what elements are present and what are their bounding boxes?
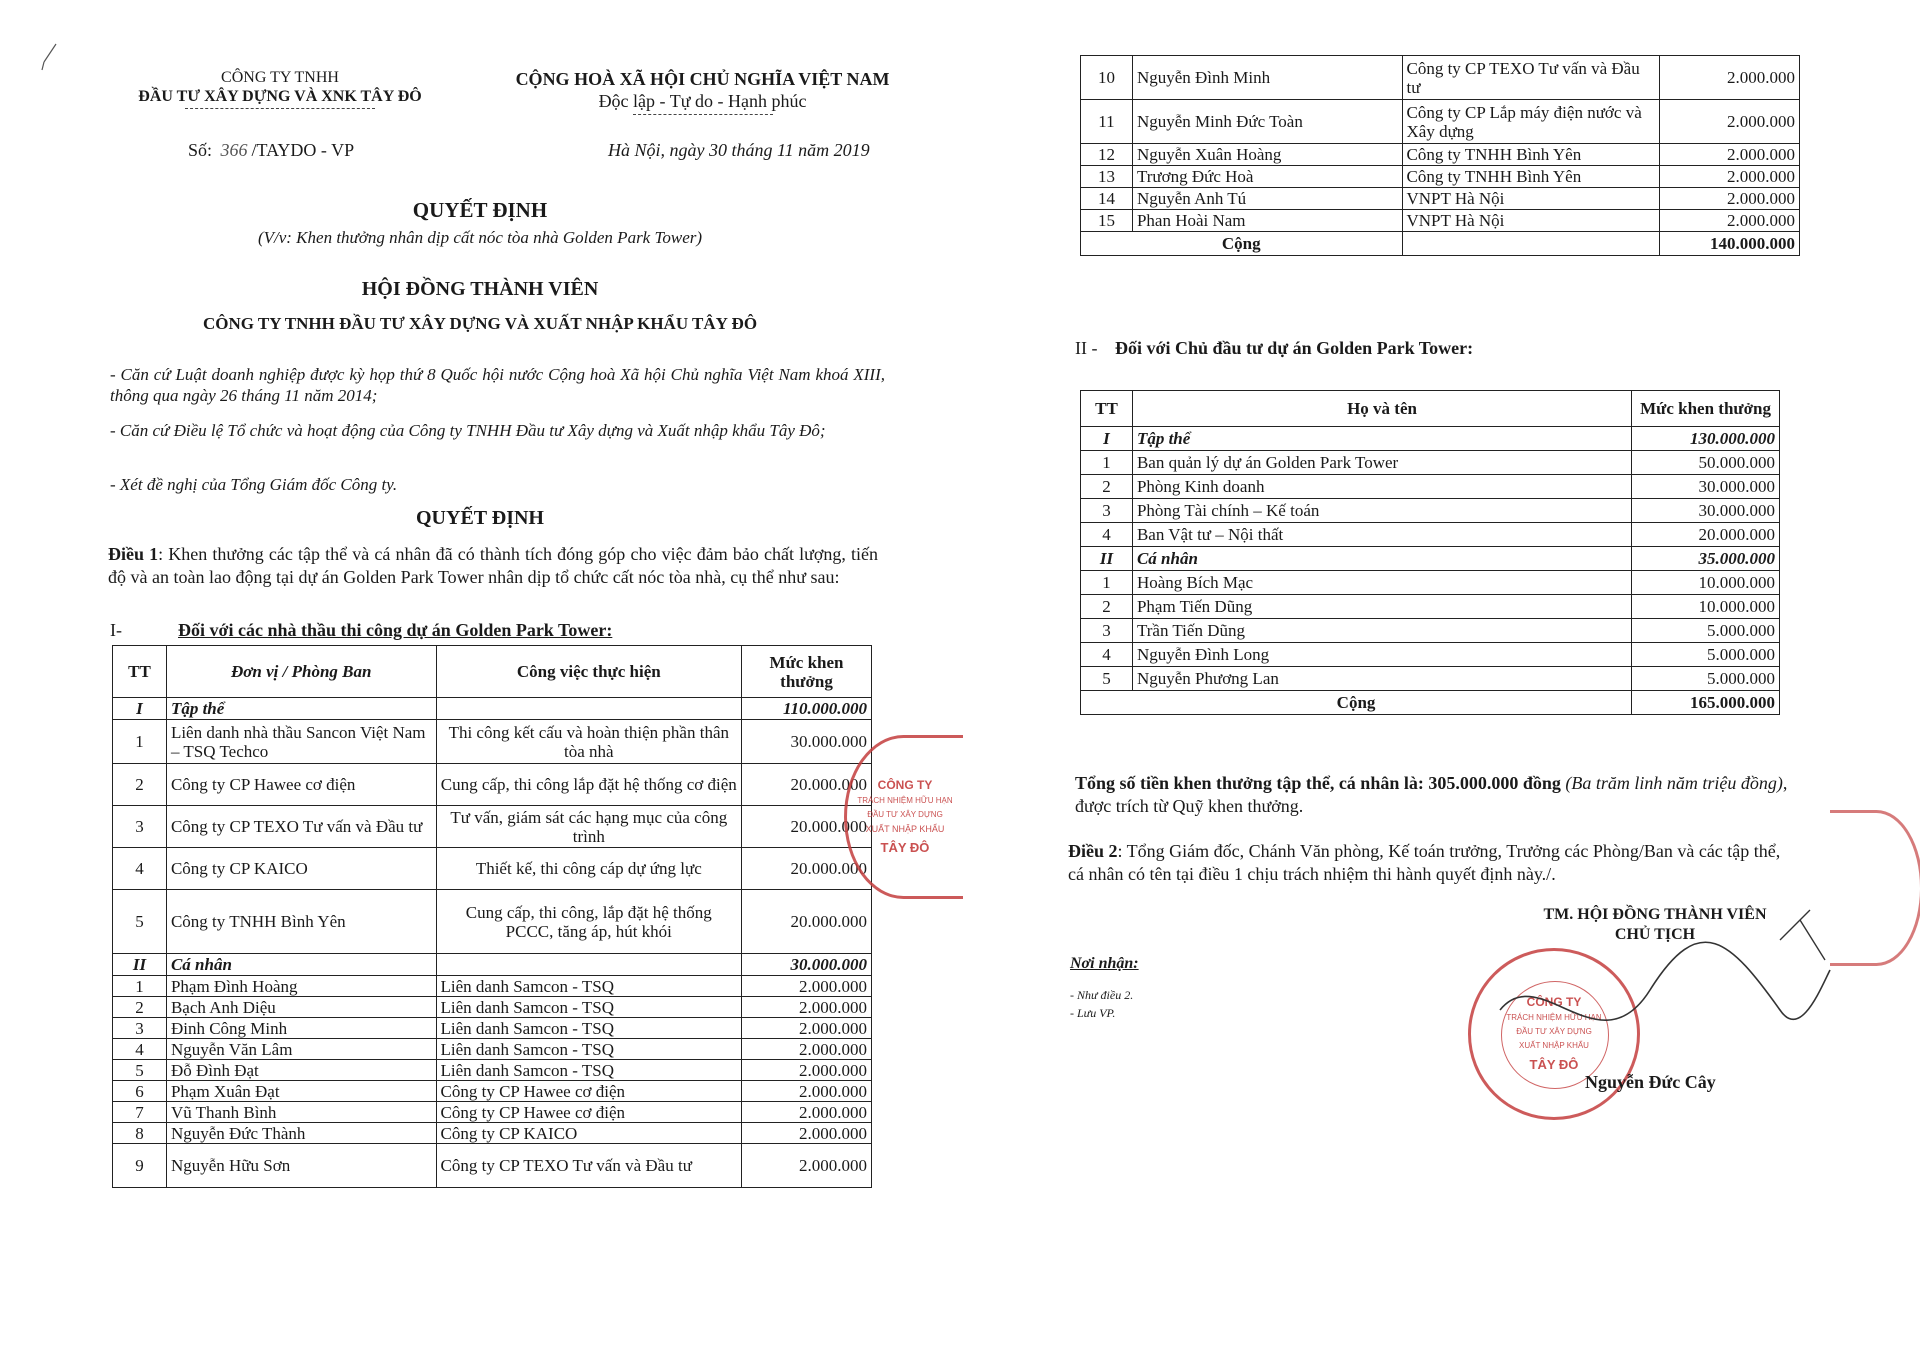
company-full-name: CÔNG TY TNHH ĐẦU TƯ XÂY DỰNG VÀ XUẤT NHẬP KHẨU TÂY ĐÔ <box>202 314 758 333</box>
issuer-header <box>120 68 440 109</box>
row-tt: 4 <box>1081 523 1133 547</box>
row-name: Nguyễn Xuân Hoàng <box>1132 144 1402 166</box>
header-name: Họ và tên <box>1132 391 1631 427</box>
row-amount: 2.000.000 <box>742 997 872 1018</box>
nation-header <box>505 68 900 115</box>
group-amount: 110.000.000 <box>742 698 872 720</box>
table-header-row <box>113 646 872 698</box>
recipients-title: Nơi nhận: <box>1070 955 1139 972</box>
table-row <box>113 1018 872 1039</box>
row-name: Nguyễn Văn Lâm <box>166 1039 436 1060</box>
row-name: Nguyễn Đức Thành <box>166 1123 436 1144</box>
summary-in-words: (Ba trăm linh năm triệu đồng) <box>1560 773 1783 793</box>
table-row <box>1081 100 1800 144</box>
table-row <box>1081 523 1780 547</box>
row-amount: 2.000.000 <box>742 1018 872 1039</box>
group-amount: 35.000.000 <box>1632 547 1780 571</box>
row-name: Hoàng Bích Mạc <box>1132 571 1631 595</box>
row-name: Đỗ Đình Đạt <box>166 1060 436 1081</box>
row-unit: Công ty CP Hawee cơ điện <box>166 764 436 806</box>
row-amount: 2.000.000 <box>1660 100 1800 144</box>
group-number: II <box>1081 547 1133 571</box>
row-name: Ban Vật tư – Nội thất <box>1132 523 1631 547</box>
row-tt: 8 <box>113 1123 167 1144</box>
group-work <box>436 698 742 720</box>
edge-stamp-partial <box>1830 810 1920 966</box>
row-name: Phạm Xuân Đạt <box>166 1081 436 1102</box>
header-unit: Đơn vị / Phòng Ban <box>166 646 436 698</box>
row-tt: 5 <box>1081 667 1133 691</box>
row-tt: 1 <box>1081 571 1133 595</box>
contractor-reward-table <box>112 645 872 1188</box>
header-tt: TT <box>113 646 167 698</box>
table-row <box>113 1081 872 1102</box>
row-tt: 14 <box>1081 188 1133 210</box>
row-tt: 3 <box>113 1018 167 1039</box>
row-amount: 5.000.000 <box>1632 667 1780 691</box>
total-row <box>1081 691 1780 715</box>
basis-item: - Xét đề nghị của Tổng Giám đốc Công ty. <box>110 475 398 494</box>
motto: Độc lập - Tự do - Hạnh phúc <box>598 91 807 111</box>
row-work: Công ty TNHH Bình Yên <box>1402 144 1660 166</box>
stamp-line: TÂY ĐÔ <box>880 840 930 855</box>
group-number: I <box>113 698 167 720</box>
row-tt: 6 <box>113 1081 167 1102</box>
table-row <box>1081 619 1780 643</box>
row-unit: Liên danh nhà thầu Sancon Việt Nam – TSQ Techco <box>166 720 436 764</box>
row-tt: 4 <box>113 848 167 890</box>
right-page <box>960 0 1920 1356</box>
table-row <box>113 848 872 890</box>
group-label: Cá nhân <box>166 954 436 976</box>
total-blank <box>1402 232 1660 256</box>
article-1 <box>108 543 878 589</box>
investor-reward-table <box>1080 390 1780 715</box>
row-amount: 2.000.000 <box>1660 56 1800 100</box>
row-tt: 1 <box>113 976 167 997</box>
row-amount: 30.000.000 <box>742 720 872 764</box>
row-tt: 3 <box>113 806 167 848</box>
row-amount: 2.000.000 <box>1660 188 1800 210</box>
signer-name: Nguyễn Đức Cây <box>1585 1072 1716 1092</box>
row-tt: 10 <box>1081 56 1133 100</box>
row-amount: 30.000.000 <box>1632 499 1780 523</box>
row-name: Ban quản lý dự án Golden Park Tower <box>1132 451 1631 475</box>
divider <box>633 114 773 115</box>
row-unit: Công ty TNHH Bình Yên <box>166 890 436 954</box>
divider <box>185 108 375 109</box>
document-subject: (V/v: Khen thưởng nhân dịp cất nóc tòa nhà Golden Park Tower) <box>257 228 703 247</box>
row-work: Cung cấp, thi công lắp đặt hệ thống cơ điện <box>436 764 742 806</box>
stamp-line: TRÁCH NHIỆM HỮU HẠN <box>1506 1013 1602 1022</box>
table-row <box>113 1123 872 1144</box>
row-unit: Công ty CP KAICO <box>166 848 436 890</box>
table-row <box>113 997 872 1018</box>
row-work: Liên danh Samcon - TSQ <box>436 976 742 997</box>
total-amount: 165.000.000 <box>1632 691 1780 715</box>
stamp-line: CÔNG TY <box>1526 995 1582 1009</box>
row-work: Công ty CP Hawee cơ điện <box>436 1081 742 1102</box>
signature-scribble-icon <box>1480 900 1840 1080</box>
group-row <box>1081 427 1780 451</box>
row-amount: 20.000.000 <box>742 806 872 848</box>
row-amount: 10.000.000 <box>1632 595 1780 619</box>
pen-mark-icon <box>38 42 60 72</box>
summary-total: Tổng số tiền khen thưởng tập thể, cá nhân là: 305.000.000 đồng <box>1075 773 1561 793</box>
row-work: Công ty CP Hawee cơ điện <box>436 1102 742 1123</box>
row-work: Công ty CP TEXO Tư vấn và Đầu tư <box>1402 56 1660 100</box>
table-row <box>113 1039 872 1060</box>
row-name: Nguyễn Phương Lan <box>1132 667 1631 691</box>
table-row <box>113 1060 872 1081</box>
nation-name: CỘNG HOÀ XÃ HỘI CHỦ NGHĨA VIỆT NAM <box>515 69 890 89</box>
group-row <box>113 698 872 720</box>
row-name: Nguyễn Minh Đức Toàn <box>1132 100 1402 144</box>
header-tt: TT <box>1081 391 1133 427</box>
group-label: Tập thể <box>166 698 436 720</box>
row-unit: Công ty CP TEXO Tư vấn và Đầu tư <box>166 806 436 848</box>
total-row <box>1081 232 1800 256</box>
article-1-label: Điều 1 <box>108 544 159 564</box>
article-1-text: : Khen thưởng các tập thể và cá nhân đã có thành tích đóng góp cho việc đảm bảo chất lượng, tiến độ và an toàn lao động tại dự án Golden Park Tower nhân dịp tổ chức cất nóc tòa nhà, cụ thể như sau: <box>108 544 879 587</box>
row-amount: 2.000.000 <box>742 1060 872 1081</box>
document-title: QUYẾT ĐỊNH <box>412 198 548 222</box>
number-label: Số: <box>188 140 213 160</box>
article-2-label: Điều 2 <box>1068 841 1118 861</box>
row-work: Công ty TNHH Bình Yên <box>1402 166 1660 188</box>
signature-role: CHỦ TỊCH <box>1614 926 1696 943</box>
table-row <box>1081 643 1780 667</box>
table-row <box>113 890 872 954</box>
row-amount: 2.000.000 <box>742 976 872 997</box>
basis-item: - Căn cứ Điều lệ Tổ chức và hoạt động của Công ty TNHH Đầu tư Xây dựng và Xuất nhập khẩu Tây Đô; <box>110 421 826 440</box>
table-row <box>113 720 872 764</box>
row-name: Phan Hoài Nam <box>1132 210 1402 232</box>
recipient-item: - Lưu VP. <box>1070 1006 1116 1020</box>
row-tt: 4 <box>113 1039 167 1060</box>
row-amount: 2.000.000 <box>742 1144 872 1188</box>
article-2 <box>1068 840 1796 886</box>
council-title: HỘI ĐỒNG THÀNH VIÊN <box>361 278 599 300</box>
table-row <box>1081 571 1780 595</box>
row-tt: 7 <box>113 1102 167 1123</box>
group-number: II <box>113 954 167 976</box>
row-name: Trần Tiến Dũng <box>1132 619 1631 643</box>
row-tt: 11 <box>1081 100 1133 144</box>
row-tt: 5 <box>113 1060 167 1081</box>
row-work: Công ty CP KAICO <box>436 1123 742 1144</box>
stamp-line: TRÁCH NHIỆM HỮU HẠN <box>857 796 953 805</box>
row-amount: 2.000.000 <box>1660 144 1800 166</box>
stamp-line: CÔNG TY <box>877 778 933 792</box>
row-work: Liên danh Samcon - TSQ <box>436 997 742 1018</box>
row-tt: 9 <box>113 1144 167 1188</box>
row-amount: 20.000.000 <box>1632 523 1780 547</box>
group-row <box>113 954 872 976</box>
group-amount: 130.000.000 <box>1632 427 1780 451</box>
total-label: Cộng <box>1081 232 1403 256</box>
row-tt: 12 <box>1081 144 1133 166</box>
row-amount: 30.000.000 <box>1632 475 1780 499</box>
row-work: Tư vấn, giám sát các hạng mục của công trình <box>436 806 742 848</box>
row-name: Đinh Công Minh <box>166 1018 436 1039</box>
row-tt: 2 <box>113 764 167 806</box>
stamp-line: ĐẦU TƯ XÂY DỰNG <box>1516 1027 1592 1036</box>
decision-heading: QUYẾT ĐỊNH <box>416 507 544 529</box>
row-name: Vũ Thanh Bình <box>166 1102 436 1123</box>
document-number <box>188 140 354 161</box>
stamp-line: TÂY ĐÔ <box>1529 1057 1579 1072</box>
group-number: I <box>1081 427 1133 451</box>
row-amount: 5.000.000 <box>1632 643 1780 667</box>
stamp-line: ĐẦU TƯ XÂY DỰNG <box>867 810 943 819</box>
row-work: VNPT Hà Nội <box>1402 210 1660 232</box>
row-amount: 20.000.000 <box>742 848 872 890</box>
section-1-number: I- <box>110 620 122 640</box>
group-row <box>1081 547 1780 571</box>
row-amount: 50.000.000 <box>1632 451 1780 475</box>
row-name: Trương Đức Hoà <box>1132 166 1402 188</box>
header-amount: Mức khen thưởng <box>742 646 872 698</box>
row-amount: 20.000.000 <box>742 890 872 954</box>
row-name: Phạm Tiến Dũng <box>1132 595 1631 619</box>
row-amount: 2.000.000 <box>742 1102 872 1123</box>
row-name: Phạm Đình Hoàng <box>166 976 436 997</box>
table-row <box>1081 595 1780 619</box>
row-name: Nguyễn Anh Tú <box>1132 188 1402 210</box>
issue-date: Hà Nội, ngày 30 tháng 11 năm 2019 <box>608 140 870 160</box>
stamp-line: XUẤT NHẬP KHẨU <box>1519 1041 1589 1050</box>
row-amount: 20.000.000 <box>742 764 872 806</box>
row-work: Công ty CP Lắp máy điện nước và Xây dựng <box>1402 100 1660 144</box>
table-row <box>113 1102 872 1123</box>
row-amount: 2.000.000 <box>1660 166 1800 188</box>
row-amount: 5.000.000 <box>1632 619 1780 643</box>
table-row <box>1081 210 1800 232</box>
row-amount: 2.000.000 <box>1660 210 1800 232</box>
row-work: Thiết kế, thi công cáp dự ứng lực <box>436 848 742 890</box>
article-2-text: : Tổng Giám đốc, Chánh Văn phòng, Kế toán trưởng, Trưởng các Phòng/Ban và các tập thể, cá nhân có tên tại điều 1 chịu trách nhiệm thi hành quyết định này./. <box>1068 841 1781 884</box>
row-work: Thi công kết cấu và hoàn thiện phần thân tòa nhà <box>436 720 742 764</box>
group-label: Tập thể <box>1132 427 1631 451</box>
row-work: Liên danh Samcon - TSQ <box>436 1060 742 1081</box>
row-amount: 2.000.000 <box>742 1081 872 1102</box>
header-work: Công việc thực hiện <box>436 646 742 698</box>
row-amount: 2.000.000 <box>742 1123 872 1144</box>
row-work: Liên danh Samcon - TSQ <box>436 1018 742 1039</box>
row-tt: 5 <box>113 890 167 954</box>
row-name: Phòng Kinh doanh <box>1132 475 1631 499</box>
number-value: 366 <box>220 140 248 160</box>
row-name: Phòng Tài chính – Kế toán <box>1132 499 1631 523</box>
row-name: Nguyễn Đình Long <box>1132 643 1631 667</box>
stamp-line: XUẤT NHẬP KHẨU <box>865 824 945 834</box>
row-name: Nguyễn Hữu Sơn <box>166 1144 436 1188</box>
table-header-row <box>1081 391 1780 427</box>
row-tt: 15 <box>1081 210 1133 232</box>
row-tt: 2 <box>1081 595 1133 619</box>
table-row <box>1081 188 1800 210</box>
row-work: Cung cấp, thi công, lắp đặt hệ thống PCCC, tăng áp, hút khói <box>436 890 742 954</box>
section-2-title: Đối với Chủ đầu tư dự án Golden Park Tower: <box>1115 338 1474 358</box>
row-work: Liên danh Samcon - TSQ <box>436 1039 742 1060</box>
summary-source: , được trích từ Quỹ khen thưởng. <box>1075 773 1788 816</box>
table-row <box>1081 144 1800 166</box>
company-name-line1: CÔNG TY TNHH <box>221 69 339 86</box>
row-amount: 10.000.000 <box>1632 571 1780 595</box>
section-2-heading <box>1075 338 1473 359</box>
group-amount: 30.000.000 <box>742 954 872 976</box>
total-label: Cộng <box>1081 691 1632 715</box>
basis-item: - Căn cứ Luật doanh nghiệp được kỳ họp thứ 8 Quốc hội nước Cộng hoà Xã hội Chủ nghĩa Việt Nam khoá XIII, thông qua ngày 26 tháng 11 năm 2014; <box>110 365 885 405</box>
table-row <box>1081 475 1780 499</box>
row-tt: 13 <box>1081 166 1133 188</box>
section-1-heading <box>110 620 612 641</box>
number-suffix: /TAYDO - VP <box>251 140 355 160</box>
table-row <box>1081 56 1800 100</box>
table-row <box>1081 667 1780 691</box>
row-work: VNPT Hà Nội <box>1402 188 1660 210</box>
section-1-title: Đối với các nhà thầu thi công dự án Golden Park Tower: <box>178 620 613 640</box>
group-work <box>436 954 742 976</box>
reward-summary <box>1075 772 1795 818</box>
row-name: Nguyễn Đình Minh <box>1132 56 1402 100</box>
recipient-item: - Như điều 2. <box>1070 988 1134 1002</box>
row-work: Công ty CP TEXO Tư vấn và Đầu tư <box>436 1144 742 1188</box>
total-amount: 140.000.000 <box>1660 232 1800 256</box>
group-label: Cá nhân <box>1132 547 1631 571</box>
row-tt: 1 <box>113 720 167 764</box>
row-tt: 1 <box>1081 451 1133 475</box>
table-row <box>1081 499 1780 523</box>
row-tt: 3 <box>1081 499 1133 523</box>
table-row <box>1081 166 1800 188</box>
row-tt: 3 <box>1081 619 1133 643</box>
table-row <box>113 1144 872 1188</box>
row-tt: 2 <box>1081 475 1133 499</box>
table-row <box>113 764 872 806</box>
table-row <box>113 976 872 997</box>
company-name-line2: ĐẦU TƯ XÂY DỰNG VÀ XNK TÂY ĐÔ <box>138 88 422 105</box>
contractor-reward-table-continued <box>1080 55 1800 256</box>
company-stamp-partial <box>844 735 963 899</box>
table-row <box>113 806 872 848</box>
row-amount: 2.000.000 <box>742 1039 872 1060</box>
section-2-number: II - <box>1075 338 1098 358</box>
table-row <box>1081 451 1780 475</box>
row-name: Bạch Anh Diệu <box>166 997 436 1018</box>
header-amount: Mức khen thưởng <box>1632 391 1780 427</box>
signature-title: TM. HỘI ĐỒNG THÀNH VIÊN <box>1543 906 1767 923</box>
row-tt: 2 <box>113 997 167 1018</box>
row-tt: 4 <box>1081 643 1133 667</box>
